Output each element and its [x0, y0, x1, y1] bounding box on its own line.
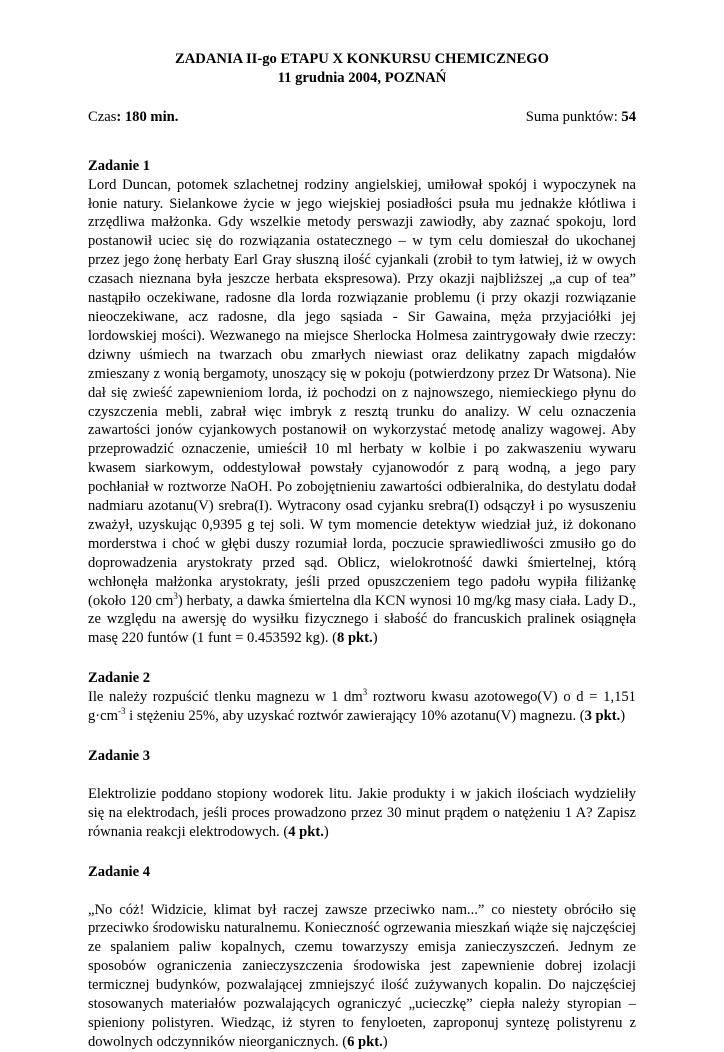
- task-points: 6 pkt.: [347, 1033, 383, 1050]
- text-segment: ): [382, 1033, 388, 1050]
- document-title: [88, 50, 636, 88]
- superscript: -3: [118, 706, 126, 717]
- task-heading: Zadanie 4: [88, 863, 151, 880]
- text-segment: Lord Duncan, potomek szlachetnej rodziny angielskiej, umiłował spokój i wypoczynek na łonie natury. Sielankowe życie w jego wiejskiej posiadłości psuła mu jednakże kłótliwa i zrzędliwa małżonka. Gdy wszelkie metody perswazji zawiodły, aby zaznać spokoju, lord postanowił uciec się do rozwiązania ostatecznego – w tym celu domieszał do ukochanej przez jego żonę herbaty Earl Gray słuszną ilość cyjankali (zrobił to tym łatwiej, iż w owych czasach nieznana była jeszcze herbata ekspresowa). Przy okazji najbliższej „a cup of tea” nastąpiło oczekiwane, radosne dla lorda rozwiązanie problemu (i przy okazji rozwiązanie nieoczekiwane, acz radosne, dla jego sąsiada - Sir Gawaina, męża przyjaciółki jej lordowskiej mości). Wezwanego na miejsce Sherlocka Holmesa zaintrygowały dwie rzeczy: dziwny uśmiech na twarzach obu zmarłych niewiast oraz delikatny zapach migdałów zmieszany z wonią bergamoty, unoszący się w pokoju (potwierdzony przez Dr Watsona). Nie dał się zwieść zapewnieniom lorda, iż pochodzi on z najnowszego, niemieckiego płynu do czyszczenia mebli, zabrał więc imbryk z resztą trunku do analizy. W celu oznaczenia zawartości jonów cyjankowych postanowił on wykorzystać metodę analizy wagowej. Aby przeprowadzić oznaczenie, umieścił 10 ml herbaty w kolbie i po zakwaszeniu wywaru kwasem siarkowym, oddestylował powstały cyjanowodór z parą wodną, a jego pary pochłaniał w roztworze NaOH. Po zobojętnieniu zawartości odbieralnika, do destylatu dodał nadmiaru azotanu(V) srebra(I). Wytracony osad cyjanku srebra(I) odsączył i po wysuszeniu zważył, uzyskując 0,9395 g tej soli. W tym momencie detektyw wiedział już, iż dokonano morderstwa i choć w głębi duszy rozumiał lorda, poczucie sprawiedliwości zmusiło go do doprowadzenia arystokraty przed sąd. Oblicz, wielokrotność dawki śmiertelnej, którą wchłonęła małżonka arystokraty, jeśli przed opuszczeniem tego padołu wypiła filiżankę (około 120 cm: [88, 176, 636, 609]
- text-segment: ) herbaty, a dawka śmiertelna dla KCN wynosi 10 mg/kg masy ciała. Lady D., ze względu na awersję do wysiłku fizycznego i słabość do francuskich pralinek osiągnęła masę 220 funtów (1 funt = 0.453592 kg). (: [88, 592, 636, 647]
- task-text: [88, 901, 636, 1052]
- text-segment: roztworu kwasu azotowego(V) o d = 1,151 g·cm: [88, 689, 636, 725]
- text-segment: ): [372, 630, 378, 647]
- task-points: 4 pkt.: [288, 823, 324, 840]
- points-label: Suma punktów:: [525, 108, 622, 125]
- exam-page: [88, 50, 636, 1052]
- title-line-2: 11 grudnia 2004, POZNAŃ: [277, 69, 447, 86]
- task-text: [88, 688, 636, 726]
- text-segment: ): [323, 823, 329, 840]
- text-segment: i stężeniu 25%, aby uzyskać roztwór zawierający 10% azotanu(V) magnezu. (: [125, 708, 585, 725]
- task-3: [88, 747, 636, 842]
- title-line-1: ZADANIA II-go ETAPU X KONKURSU CHEMICZNEGO: [175, 51, 549, 67]
- task-text: [88, 176, 636, 649]
- task-heading: Zadanie 3: [88, 748, 151, 764]
- task-points: 3 pkt.: [584, 708, 621, 725]
- text-segment: ): [620, 708, 626, 725]
- time-label: Czas: [88, 108, 117, 125]
- time-info: [88, 108, 178, 127]
- task-points: 8 pkt.: [337, 630, 373, 647]
- text-segment: „No cóż! Widzicie, klimat był raczej zawsze przeciwko nam...” co niestety obróciło się przeciwko środowisku naturalnemu. Konieczność ogrzewania mieszkań wiąże się najczęściej ze spalaniem paliw kopalnych, czemu towarzyszy emisja zanieczyszczeń. Jednym ze sposobów ograniczenia zanieczyszczenia środowiska jest zapewnienie dobrej izolacji termicznej budynków, pozwalającej zmniejszyć ilość zużywanych kopalin. Do najczęściej stosowanych materiałów pozwalających ograniczyć „ucieczkę” ciepła należy styropian – spieniony polistyren. Wiedząc, iż styren to fenyloeten, zaproponuj syntezę polistyrenu z dowolnych odczynników nieorganicznych. (: [88, 901, 636, 1050]
- superscript: 3: [362, 687, 368, 698]
- points-info: [526, 108, 636, 127]
- superscript: 3: [173, 590, 178, 601]
- time-value: : 180 min.: [116, 108, 179, 125]
- exam-meta: [88, 108, 636, 127]
- task-text: [88, 785, 636, 842]
- text-segment: Elektrolizie poddano stopiony wodorek litu. Jakie produkty i w jakich ilościach wydzieliły się na elektrodach, jeśli proces prowadzono przez 30 minut prądem o natężeniu 1 A? Zapisz równania reakcji elektrodowych. (: [88, 785, 636, 840]
- task-heading: Zadanie 1: [88, 157, 151, 174]
- text-segment: Ile należy rozpuścić tlenku magnezu w 1 dm: [88, 689, 363, 706]
- task-1: [88, 157, 636, 649]
- task-2: [88, 669, 636, 726]
- task-heading: Zadanie 2: [88, 670, 151, 687]
- points-total: 54: [621, 108, 636, 125]
- task-4: [88, 863, 636, 1052]
